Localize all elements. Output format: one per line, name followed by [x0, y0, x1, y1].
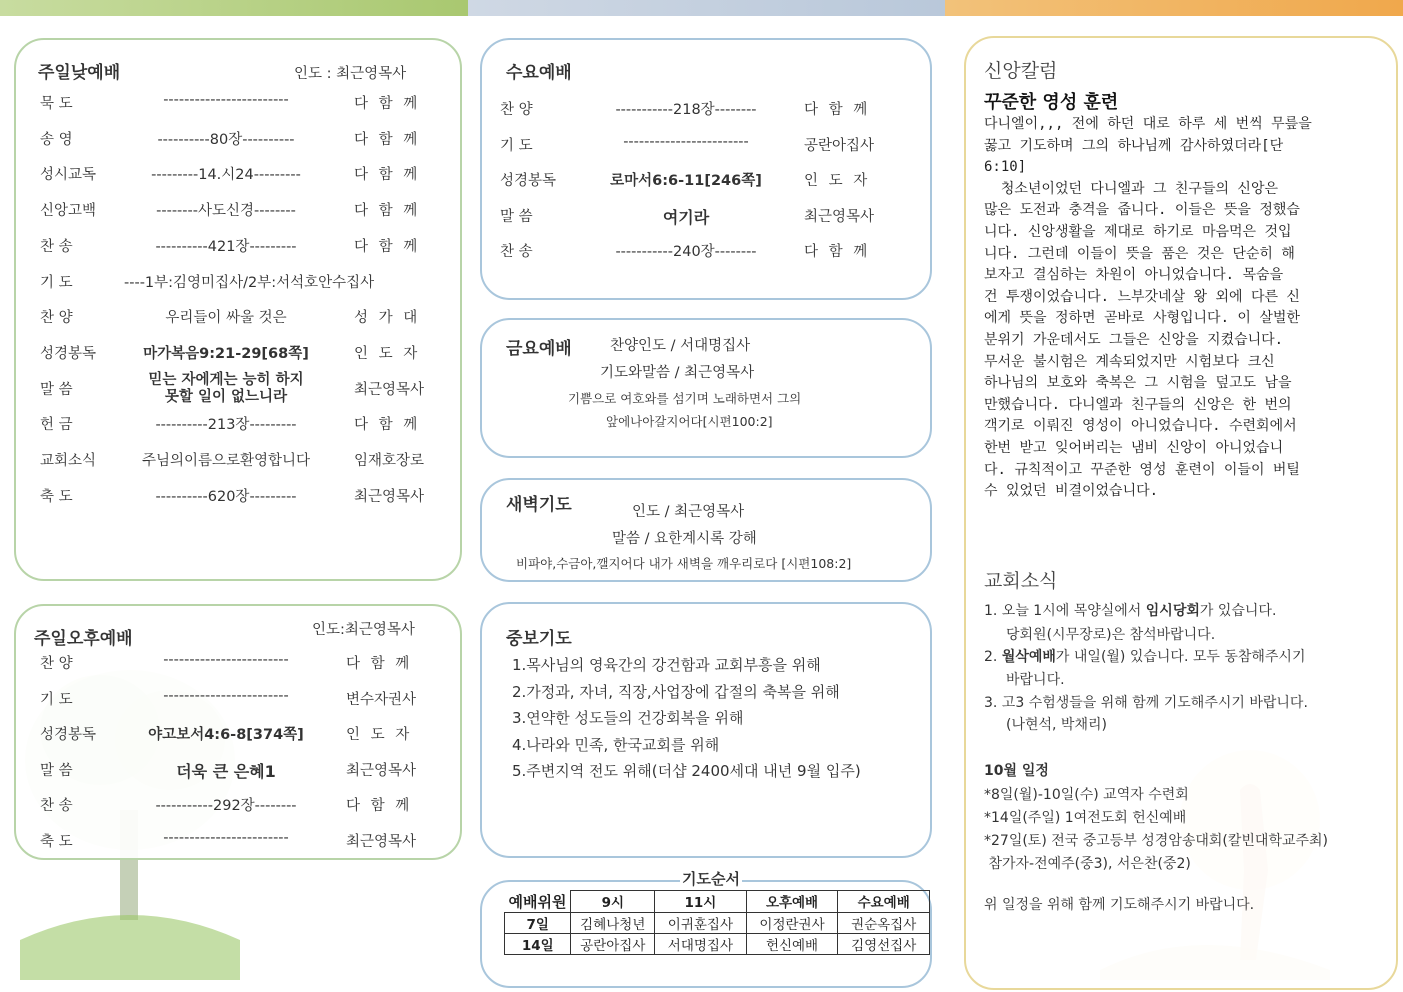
sunday-afternoon-row — [16, 759, 460, 787]
intercession-item: 5.주변지역 전도 위해(더샵 2400세대 내년 9월 입주) — [512, 762, 861, 780]
column-line: 니다. 신앙생활을 제대로 하기로 마음먹은 것입 — [984, 223, 1292, 240]
schedule-cell: 헌신예배 — [746, 933, 838, 954]
column-line: 다. 규칙적이고 꾸준한 영성 훈련이 이들이 버틸 — [984, 461, 1300, 478]
sunday-morning-label: 교회소식 — [40, 453, 97, 469]
schedule-header-row — [505, 891, 930, 913]
sunday-afternoon-content: -----------292장-------- — [155, 798, 297, 814]
sunday-afternoon-person: 인 도 자 — [346, 727, 410, 743]
top-bar-orange — [945, 0, 1403, 16]
october-item: *14일(주일) 1여전도회 헌신예배 — [984, 810, 1187, 826]
sunday-morning-row — [16, 235, 460, 263]
wednesday-row — [482, 240, 930, 268]
sunday-morning-content: --------사도신경-------- — [156, 203, 296, 220]
sunday-morning-person: 인 도 자 — [354, 345, 418, 362]
sunday-morning-label: 신앙고백 — [40, 203, 97, 220]
schedule-header-11: 11시 — [655, 891, 747, 913]
wednesday-box — [480, 38, 932, 300]
sunday-afternoon-person: 다 함 께 — [346, 798, 410, 814]
wednesday-label: 말 씀 — [500, 208, 533, 225]
sunday-morning-content: ----1부:김영미집사/2부:서석호안수집사 — [124, 274, 375, 291]
wednesday-label: 기 도 — [500, 137, 533, 154]
intercession-item: 4.나라와 민족, 한국교회를 위해 — [512, 735, 720, 754]
friday-line1: 찬양인도 / 서대명집사 — [610, 338, 751, 354]
october-item: 참가자-전예주(중3), 서은찬(중2) — [984, 856, 1191, 872]
sunday-afternoon-row — [16, 652, 460, 680]
sunday-afternoon-person: 다 함 께 — [346, 656, 410, 672]
news-item-2: 2. 월삭예배가 내일(월) 있습니다. 모두 동참해주시기 — [984, 649, 1306, 665]
sunday-morning-title: 주일낮예배 — [38, 63, 121, 83]
sunday-morning-person: 다 함 께 — [354, 238, 418, 255]
sunday-afternoon-content: ------------------------ — [163, 829, 289, 846]
sunday-morning-person: 최근영목사 — [354, 381, 425, 398]
sunday-afternoon-label: 말 씀 — [40, 762, 73, 779]
schedule-row — [505, 933, 930, 954]
sunday-morning-label: 성경봉독 — [40, 345, 97, 362]
column-title: 꾸준한 영성 훈련 — [984, 92, 1119, 113]
wednesday-person: 다 함 께 — [804, 102, 868, 118]
sunday-morning-row — [16, 92, 460, 120]
sunday-afternoon-label: 성경봉독 — [40, 727, 97, 743]
wednesday-content: 여기라 — [662, 207, 710, 227]
wednesday-person: 공란아집사 — [804, 137, 875, 154]
column-line: 한번 받고 잊어버리는 냄비 신앙이 아니었습니 — [984, 439, 1284, 456]
sunday-morning-label: 송 영 — [40, 131, 73, 148]
sunday-morning-content: ----------421장--------- — [155, 238, 297, 255]
sunday-morning-row — [16, 449, 460, 477]
intercession-item: 3.연약한 성도들의 건강회복을 위해 — [512, 709, 744, 727]
friday-verse2: 앞에나아갈지어다[시편100:2] — [606, 414, 773, 429]
column-line: 객기로 이뤄진 영성이 아니었습니다. 수련회에서 — [984, 418, 1297, 435]
sunday-afternoon-row — [16, 830, 460, 858]
dawn-box — [480, 478, 932, 582]
sunday-morning-content: 우리들이 싸울 것은 — [165, 310, 287, 327]
news-item-2-cont: 바랍니다. — [1006, 672, 1065, 688]
dawn-title: 새벽기도 — [506, 495, 572, 515]
october-item: *8일(월)-10일(수) 교역자 수련회 — [984, 787, 1189, 803]
sunday-morning-person: 다 함 께 — [354, 96, 418, 112]
wednesday-label: 성경봉독 — [500, 173, 557, 189]
schedule-row-label: 14일 — [505, 933, 571, 954]
wednesday-row — [482, 134, 930, 162]
column-body — [984, 114, 1364, 503]
column-line: 수 있었던 비결이었습니다. — [984, 483, 1159, 500]
intercession-box — [480, 602, 932, 858]
news-heading: 교회소식 — [984, 570, 1058, 592]
sunday-morning-content-line: 못할 일이 없느니라 — [164, 388, 288, 405]
sunday-afternoon-leader: 인도:최근영목사 — [312, 622, 415, 638]
sunday-afternoon-title: 주일오후예배 — [34, 629, 133, 649]
column-line: 에게 뜻을 정하면 곧바로 사형입니다. 이 살벌한 — [984, 310, 1300, 327]
news-item-1-cont: 당회원(시무장로)은 참석바랍니다. — [1006, 627, 1216, 643]
wednesday-row — [482, 98, 930, 126]
october-heading: 10월 일정 — [984, 763, 1049, 779]
sunday-afternoon-content: ------------------------ — [163, 652, 289, 668]
sunday-afternoon-content: 야고보서4:6-8[374쪽] — [148, 727, 304, 743]
october-closing: 위 일정을 위해 함께 기도해주시기 바랍니다. — [984, 897, 1255, 913]
schedule-cell: 김영선집사 — [838, 933, 930, 954]
sunday-afternoon-content: ------------------------ — [163, 687, 289, 704]
news-item-3: 3. 고3 수험생들을 위해 함께 기도해주시기 바랍니다. — [984, 695, 1308, 711]
schedule-cell: 공란아집사 — [571, 933, 655, 954]
sunday-morning-content: ----------213장--------- — [155, 417, 297, 434]
sunday-morning-row — [16, 342, 460, 370]
schedule-header-afternoon: 오후예배 — [746, 891, 838, 913]
column-line: 분위기 가운데서도 그들은 신앙을 지켰습니다. — [984, 331, 1284, 348]
wednesday-label: 찬 송 — [500, 244, 533, 260]
october-item: *27일(토) 전국 중고등부 성경암송대회(칼빈대학교주최) — [984, 833, 1329, 849]
intercession-item: 1.목사님의 영육간의 강건함과 교회부흥을 위해 — [512, 656, 821, 674]
sunday-morning-row — [16, 306, 460, 334]
sunday-morning-row — [16, 271, 460, 299]
sunday-morning-label: 찬 양 — [40, 310, 73, 327]
dawn-verse: 비파야,수금아,깰지어다 내가 새벽을 깨우리로다 [시편108:2] — [516, 556, 852, 571]
column-line: 보자고 결심하는 차원이 아니었습니다. 목숨을 — [984, 267, 1284, 284]
wednesday-content: 로마서6:6-11[246쪽] — [610, 173, 762, 189]
dawn-line2: 말씀 / 요한계시록 강해 — [612, 531, 757, 547]
column-heading: 신앙칼럼 — [984, 60, 1058, 82]
top-bar-green — [0, 0, 468, 16]
schedule-row — [505, 912, 930, 933]
sunday-afternoon-label: 찬 송 — [40, 798, 73, 814]
sunday-morning-row — [16, 413, 460, 441]
sunday-morning-row — [16, 371, 460, 406]
wednesday-content: -----------240장-------- — [615, 244, 757, 260]
prayer-schedule-box — [480, 880, 932, 988]
sunday-morning-label: 기 도 — [40, 274, 73, 291]
sunday-afternoon-person: 최근영목사 — [346, 762, 417, 779]
sunday-morning-row — [16, 199, 460, 227]
right-column-box — [964, 36, 1398, 990]
sunday-afternoon-person: 변수자권사 — [346, 691, 417, 708]
schedule-cell: 이정란권사 — [746, 912, 838, 933]
sunday-morning-person: 임재호장로 — [354, 453, 425, 469]
column-line: 청소년이었던 다니엘과 그 친구들의 신앙은 — [984, 180, 1279, 197]
sunday-morning-person: 성 가 대 — [354, 310, 418, 327]
news-item-1: 1. 오늘 1시에 목양실에서 임시당회가 있습니다. — [984, 603, 1277, 619]
sunday-morning-person: 다 함 께 — [354, 417, 418, 434]
sunday-morning-row — [16, 128, 460, 156]
sunday-morning-content: 주님의이름으로환영합니다 — [141, 453, 311, 469]
wednesday-person: 최근영목사 — [804, 208, 875, 225]
column-line: 니다. 그런데 이들이 뜻을 품은 것은 단순히 해 — [984, 245, 1295, 262]
wednesday-label: 찬 양 — [500, 102, 533, 118]
sunday-afternoon-person: 최근영목사 — [346, 833, 417, 850]
wednesday-row — [482, 169, 930, 197]
wednesday-content: -----------218장-------- — [615, 102, 757, 118]
wednesday-title: 수요예배 — [506, 63, 572, 83]
sunday-morning-label: 말 씀 — [40, 381, 73, 398]
column-line: 하나님의 보호와 축복은 그 시험을 덮고도 남을 — [984, 375, 1292, 392]
friday-verse1: 기쁨으로 여호와를 섬기며 노래하면서 그의 — [568, 391, 802, 406]
schedule-row-label: 7일 — [505, 912, 571, 933]
sunday-afternoon-content: 더욱 큰 은혜1 — [176, 761, 276, 781]
sunday-morning-content: ------------------------ — [163, 92, 289, 108]
sunday-morning-content: ----------80장---------- — [157, 131, 295, 148]
sunday-morning-person: 다 함 께 — [354, 131, 418, 148]
sunday-afternoon-row — [16, 723, 460, 751]
sunday-morning-label: 축 도 — [40, 488, 73, 505]
sunday-morning-label: 성시교독 — [40, 167, 97, 184]
column-line: 많은 도전과 충격을 줍니다. 이들은 뜻을 정했습 — [984, 202, 1300, 219]
sunday-morning-content-line: 믿는 자에게는 능히 하지 — [148, 371, 304, 388]
sunday-morning-person: 다 함 께 — [354, 203, 418, 220]
friday-box — [480, 318, 932, 458]
sunday-morning-content: ----------620장--------- — [155, 488, 297, 505]
schedule-cell: 이귀훈집사 — [655, 912, 747, 933]
friday-line2: 기도와말씀 / 최근영목사 — [600, 365, 755, 381]
sunday-morning-row — [16, 485, 460, 513]
sunday-morning-leader: 인도 : 최근영목사 — [294, 66, 407, 82]
sunday-morning-person: 다 함 께 — [354, 167, 418, 184]
column-line: 6:10] — [984, 159, 1027, 176]
column-line: 다니엘이,,, 전에 하던 대로 하루 세 번씩 무릎을 — [984, 116, 1312, 132]
schedule-header-wednesday: 수요예배 — [838, 891, 930, 913]
schedule-cell: 서대명집사 — [655, 933, 747, 954]
schedule-cell: 권순옥집사 — [838, 912, 930, 933]
column-line: 무서운 불시험은 계속되었지만 시험보다 크신 — [984, 353, 1275, 370]
prayer-schedule-table — [504, 890, 930, 955]
sunday-afternoon-row — [16, 688, 460, 716]
column-line: 꿇고 기도하며 그의 하나님께 감사하였더라[단 — [984, 137, 1284, 154]
sunday-morning-person: 최근영목사 — [354, 488, 425, 505]
sunday-afternoon-label: 축 도 — [40, 833, 73, 850]
prayer-schedule-title: 기도순서 — [682, 870, 740, 888]
sunday-afternoon-box — [14, 604, 462, 860]
sunday-afternoon-label: 찬 양 — [40, 656, 73, 672]
sunday-morning-box — [14, 38, 462, 581]
wednesday-person: 다 함 께 — [804, 244, 868, 260]
sunday-afternoon-row — [16, 794, 460, 822]
sunday-morning-content: 마가복음9:21-29[68쪽] — [143, 345, 309, 362]
column-line: 만했습니다. 다니엘과 친구들의 신앙은 한 번의 — [984, 396, 1292, 413]
wednesday-row — [482, 205, 930, 233]
wednesday-content: ------------------------ — [623, 133, 749, 150]
sunday-morning-label: 찬 송 — [40, 238, 73, 255]
intercession-item: 2.가정과, 자녀, 직장,사업장에 갑절의 축복을 위해 — [512, 682, 840, 701]
news-item-3-cont: (나현석, 박채리) — [1006, 717, 1107, 733]
schedule-header-9: 9시 — [571, 891, 655, 913]
wednesday-person: 인 도 자 — [804, 173, 868, 189]
intercession-title: 중보기도 — [506, 629, 572, 649]
sunday-morning-label: 헌 금 — [40, 417, 73, 434]
schedule-cell: 김혜나청년 — [571, 912, 655, 933]
sunday-morning-content: ---------14.시24--------- — [151, 167, 301, 184]
dawn-line1: 인도 / 최근영목사 — [632, 504, 745, 520]
sunday-afternoon-label: 기 도 — [40, 691, 73, 708]
sunday-morning-content — [124, 372, 328, 406]
sunday-morning-row — [16, 163, 460, 191]
sunday-morning-label: 묵 도 — [40, 96, 73, 112]
top-bar-blue — [468, 0, 945, 16]
friday-title: 금요예배 — [506, 339, 572, 359]
column-line: 건 투쟁이었습니다. 느부갓네살 왕 외에 다른 신 — [984, 288, 1300, 305]
schedule-corner-cell: 예배위원 — [508, 892, 567, 911]
